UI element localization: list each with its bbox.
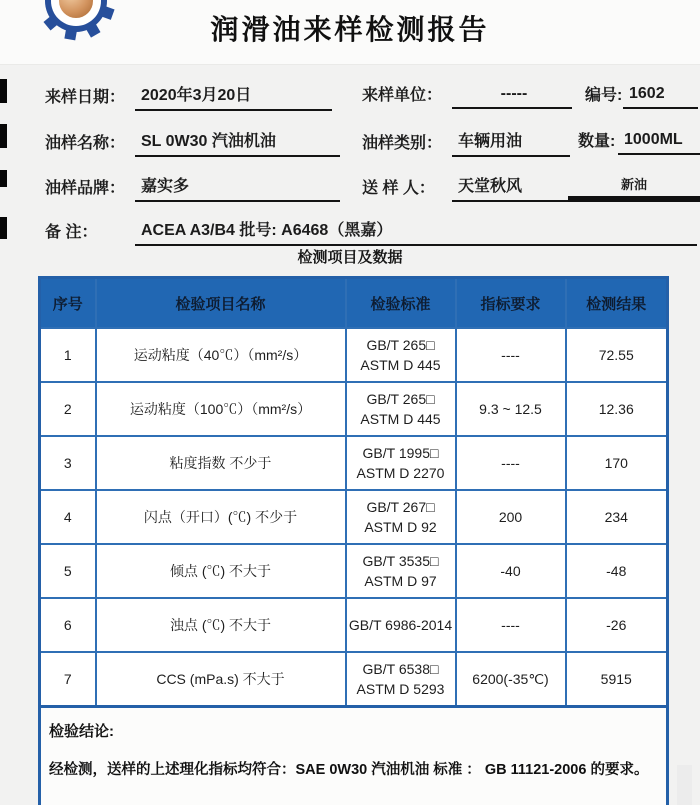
serial-number-value: 1602 [623,85,698,109]
cell-requirement: ---- [456,598,566,652]
cell-item-name: 倾点 (℃) 不大于 [96,544,346,598]
quantity-label: 数量: [578,133,616,150]
cell-result: 72.55 [566,328,668,382]
cell-item-name: 浊点 (℃) 不大于 [96,598,346,652]
column-header-requirement: 指标要求 [456,278,566,329]
conclusion-box [38,708,669,805]
scan-artifact-mark [0,124,7,148]
cell-item-name: 运动粘度（40℃）（mm²/s） [96,328,346,382]
cell-result: 5915 [566,652,668,707]
cell-item-name: 运动粘度（100℃）（mm²/s） [96,382,346,436]
cell-standard: GB/T 1995□ ASTM D 2270 [346,436,456,490]
field-oil-category [362,128,570,157]
cell-index: 7 [40,652,96,707]
oil-brand-label: 油样品牌： [45,180,126,197]
oil-name-value: SL 0W30 汽油机油 [135,128,340,157]
quantity-value: 1000ML [618,131,700,155]
field-serial-number [585,82,698,109]
table-row [40,490,668,544]
cell-result: 12.36 [566,382,668,436]
column-header-standard: 检验标准 [346,278,456,329]
table-row [40,598,668,652]
scan-artifact-mark [0,79,7,103]
sample-unit-value: ----- [452,85,572,109]
table-header-row [40,278,668,329]
table-row [40,382,668,436]
field-sample-date [45,82,332,111]
cell-index: 5 [40,544,96,598]
scan-artifact-corner [677,765,692,805]
cell-standard: GB/T 6538□ ASTM D 5293 [346,652,456,707]
oil-state-badge: 新油 [568,174,700,198]
cell-item-name: 粘度指数 不少于 [96,436,346,490]
column-header-index: 序号 [40,278,96,329]
cell-standard: GB/T 265□ ASTM D 445 [346,328,456,382]
section-title: 检测项目及数据 [297,249,403,266]
cell-requirement: 9.3 ~ 12.5 [456,382,566,436]
scan-artifact-mark [0,170,7,187]
oil-category-value: 车辆用油 [452,128,570,157]
test-results-table [38,276,669,708]
cell-requirement: ---- [456,328,566,382]
cell-result: 234 [566,490,668,544]
sample-date-label: 来样日期： [45,89,126,106]
field-oil-name [45,128,340,157]
table-row [40,544,668,598]
cell-standard: GB/T 267□ ASTM D 92 [346,490,456,544]
cell-requirement: ---- [456,436,566,490]
cell-index: 1 [40,328,96,382]
column-header-item-name: 检验项目名称 [96,278,346,329]
cell-index: 2 [40,382,96,436]
remark-label: 备 注： [45,224,98,241]
cell-index: 4 [40,490,96,544]
cell-requirement: 200 [456,490,566,544]
sample-date-value: 2020年3月20日 [135,82,332,111]
cell-item-name: 闪点（开口）(℃) 不少于 [96,490,346,544]
oil-brand-value: 嘉实多 [135,173,340,202]
cell-index: 3 [40,436,96,490]
table-row [40,436,668,490]
field-oil-brand [45,173,340,202]
conclusion-label: 检验结论: [49,723,114,740]
field-quantity [578,128,700,155]
scan-artifact-mark [0,217,7,239]
cell-result: -26 [566,598,668,652]
oil-category-label: 油样类别： [362,135,443,152]
cell-result: 170 [566,436,668,490]
column-header-result: 检测结果 [566,278,668,329]
serial-number-label: 编号: [585,87,623,104]
conclusion-text: 经检测，送样的上述理化指标均符合：SAE 0W30 汽油机油 标准 ： GB 11121-2006 的要求。 [49,762,649,778]
table-row [40,652,668,707]
cell-requirement: 6200(-35℃) [456,652,566,707]
cell-result: -48 [566,544,668,598]
sample-unit-label: 来样单位： [362,87,443,104]
sender-label: 送 样 人： [362,180,435,197]
field-sender [362,173,570,202]
cell-standard: GB/T 3535□ ASTM D 97 [346,544,456,598]
field-remark [45,217,697,246]
page-title: 润滑油来样检测报告 [210,13,490,46]
cell-item-name: CCS (mPa.s) 不大于 [96,652,346,707]
sender-value: 天堂秋风 [452,173,570,202]
field-sample-unit [362,82,572,109]
remark-value: ACEA A3/B4 批号: A6468（黑嘉） [135,217,697,246]
cell-requirement: -40 [456,544,566,598]
oil-name-label: 油样名称： [45,135,126,152]
cell-index: 6 [40,598,96,652]
table-row [40,328,668,382]
cell-standard: GB/T 265□ ASTM D 445 [346,382,456,436]
cell-standard: GB/T 6986-2014 [346,598,456,652]
